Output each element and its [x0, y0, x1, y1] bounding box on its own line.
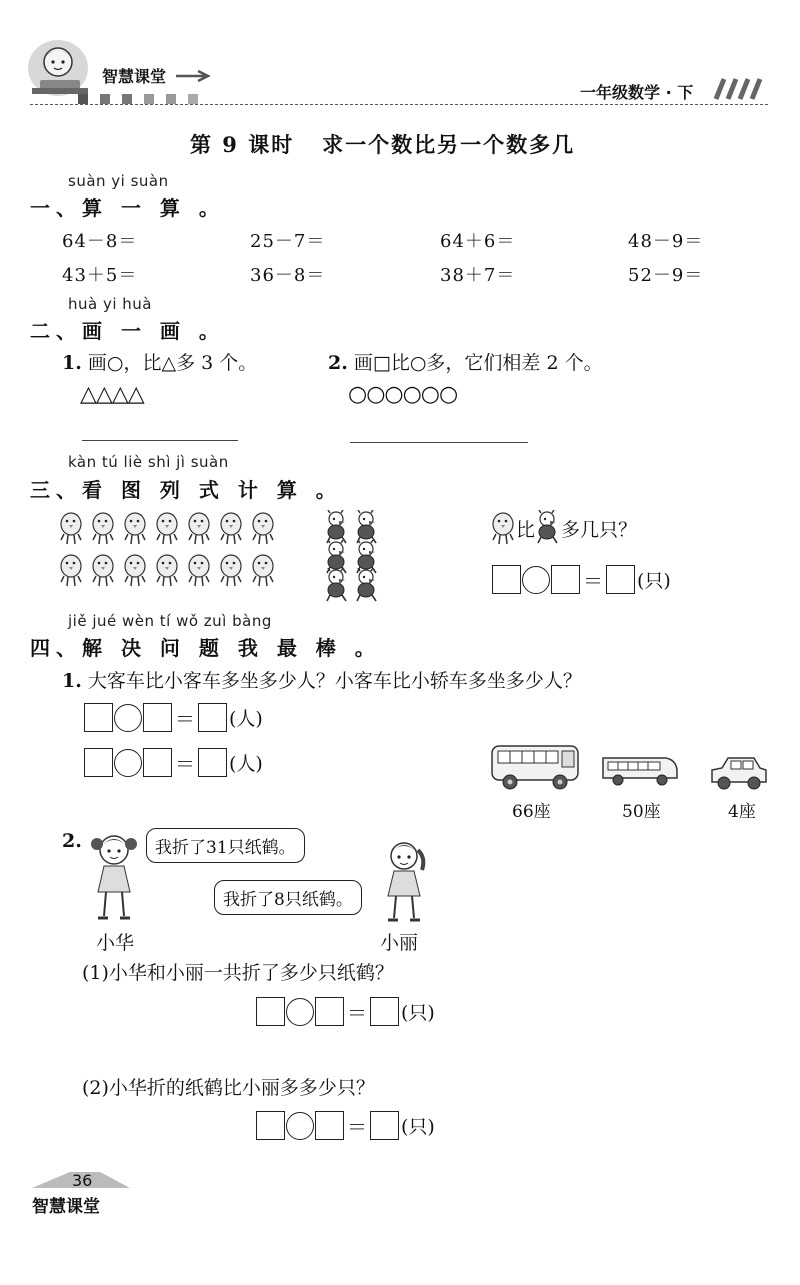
chick-icon	[154, 552, 180, 592]
question-text: 画○，比△多 3 个。	[87, 352, 258, 374]
sub2-equation	[256, 1111, 435, 1140]
duck-group	[318, 510, 408, 600]
calc-problem: 48－9＝	[628, 231, 704, 252]
answer-box[interactable]	[370, 997, 399, 1026]
header	[0, 0, 800, 110]
operator-circle[interactable]	[522, 566, 550, 594]
equals-sign: ＝	[347, 1001, 367, 1025]
question-text: 比	[516, 518, 536, 541]
chick-icon	[122, 552, 148, 592]
page-title: 第 9 课时 求一个数比另一个数多几	[190, 132, 576, 157]
chick-icon	[58, 510, 84, 550]
s3-question	[490, 510, 637, 546]
coach-icon	[600, 752, 680, 788]
chick-icon	[250, 510, 276, 550]
s4-q1-equation-2	[84, 748, 263, 777]
unit-label: (人)	[229, 708, 263, 730]
calc-problem: 38＋7＝	[440, 265, 516, 286]
header-squares	[78, 90, 218, 109]
chick-icon	[218, 510, 244, 550]
operator-circle[interactable]	[114, 749, 142, 777]
calc-problem: 52－9＝	[628, 265, 704, 286]
name-xiaohua: 小华	[96, 932, 135, 954]
circle-shapes: ○○○○○○	[348, 382, 458, 407]
question-number: 2.	[328, 352, 348, 374]
chick-icon	[122, 510, 148, 550]
section3-heading: 三、看 图 列 式 计 算 。	[30, 478, 342, 502]
calc-problem: 25－7＝	[250, 231, 326, 252]
chick-icon	[186, 510, 212, 550]
girl-xiaohua-illustration	[86, 830, 142, 926]
arrow-icon	[176, 70, 214, 82]
chick-icon	[58, 552, 84, 592]
s4-q1	[62, 666, 582, 693]
operator-circle[interactable]	[286, 998, 314, 1026]
section1-pinyin: suàn yi suàn	[68, 172, 169, 190]
question-text: 多几只？	[561, 518, 638, 541]
chick-icon	[250, 552, 276, 592]
sub-question-2: (2)小华折的纸鹤比小丽多多少只？	[82, 1077, 375, 1099]
calc-problem: 36－8＝	[250, 265, 326, 286]
s3-equation	[492, 565, 671, 594]
question-number: 1.	[62, 352, 82, 374]
chick-group	[58, 510, 288, 594]
s2-q2	[328, 348, 603, 375]
page-number: 36	[72, 1171, 93, 1190]
chick-icon	[490, 510, 516, 546]
speech-bubble-left: 我折了31只纸鹤。	[146, 828, 305, 863]
calc-problem: 64－8＝	[62, 231, 138, 252]
chick-icon	[218, 552, 244, 592]
answer-box[interactable]	[84, 748, 113, 777]
answer-box[interactable]	[198, 703, 227, 732]
section4-heading: 四、解 决 问 题 我 最 棒 。	[30, 636, 381, 660]
unit-label: (只)	[637, 570, 671, 592]
equals-sign: ＝	[583, 569, 603, 593]
equals-sign: ＝	[175, 707, 195, 731]
question-number: 2.	[62, 830, 82, 852]
equals-sign: ＝	[347, 1115, 367, 1139]
name-xiaoli: 小丽	[380, 932, 419, 954]
answer-box[interactable]	[492, 565, 521, 594]
question-text: 大客车比小客车多坐多少人？小客车比小轿车多坐多少人？	[87, 670, 582, 692]
answer-box[interactable]	[143, 703, 172, 732]
header-rule	[30, 104, 768, 105]
answer-box[interactable]	[315, 997, 344, 1026]
chick-icon	[90, 552, 116, 592]
unit-label: (只)	[401, 1116, 435, 1138]
vehicle-label: 50座	[622, 802, 661, 822]
calc-problem: 43＋5＝	[62, 265, 138, 286]
s4-q1-equation-1	[84, 703, 263, 732]
unit-label: (人)	[229, 753, 263, 775]
chick-icon	[154, 510, 180, 550]
answer-box[interactable]	[143, 748, 172, 777]
answer-line[interactable]	[82, 440, 238, 441]
answer-box[interactable]	[256, 997, 285, 1026]
girl-xiaoli-illustration	[378, 838, 430, 928]
section3-pinyin: kàn tú liè shì jì suàn	[68, 453, 229, 471]
answer-box[interactable]	[606, 565, 635, 594]
section1-heading: 一、算 一 算 。	[30, 196, 225, 220]
unit-label: (只)	[401, 1002, 435, 1024]
operator-circle[interactable]	[286, 1112, 314, 1140]
duck-icon	[354, 568, 380, 608]
section2-heading: 二、画 一 画 。	[30, 319, 225, 343]
sub-question-1: (1)小华和小丽一共折了多少只纸鹤？	[82, 962, 394, 984]
chick-icon	[186, 552, 212, 592]
slash-decoration	[708, 78, 768, 100]
speech-bubble-right: 我折了8只纸鹤。	[214, 880, 362, 915]
answer-box[interactable]	[84, 703, 113, 732]
section4-pinyin: jiě jué wèn tí wǒ zuì bàng	[68, 612, 272, 630]
calc-problem: 64＋6＝	[440, 231, 516, 252]
duck-icon	[535, 510, 561, 546]
s2-q1	[62, 348, 257, 375]
car-icon	[708, 752, 770, 792]
duck-icon	[324, 568, 350, 608]
equals-sign: ＝	[175, 752, 195, 776]
answer-line[interactable]	[350, 442, 528, 443]
operator-circle[interactable]	[114, 704, 142, 732]
header-book: 一年级数学 · 下	[580, 83, 694, 102]
answer-box[interactable]	[256, 1111, 285, 1140]
triangle-shapes: △△△△	[80, 382, 144, 407]
chick-icon	[90, 510, 116, 550]
section2-pinyin: huà yi huà	[68, 295, 152, 313]
answer-box[interactable]	[198, 748, 227, 777]
vehicle-label: 66座	[512, 802, 551, 822]
vehicle-label: 4座	[728, 802, 756, 822]
header-brand: 智慧课堂	[102, 67, 167, 86]
question-number: 1.	[62, 670, 82, 692]
answer-box[interactable]	[551, 565, 580, 594]
bus-icon	[490, 742, 582, 792]
answer-box[interactable]	[370, 1111, 399, 1140]
answer-box[interactable]	[315, 1111, 344, 1140]
footer-brand: 智慧课堂	[32, 1197, 100, 1217]
question-text: 画□比○多，它们相差 2 个。	[353, 352, 603, 374]
sub1-equation	[256, 997, 435, 1026]
